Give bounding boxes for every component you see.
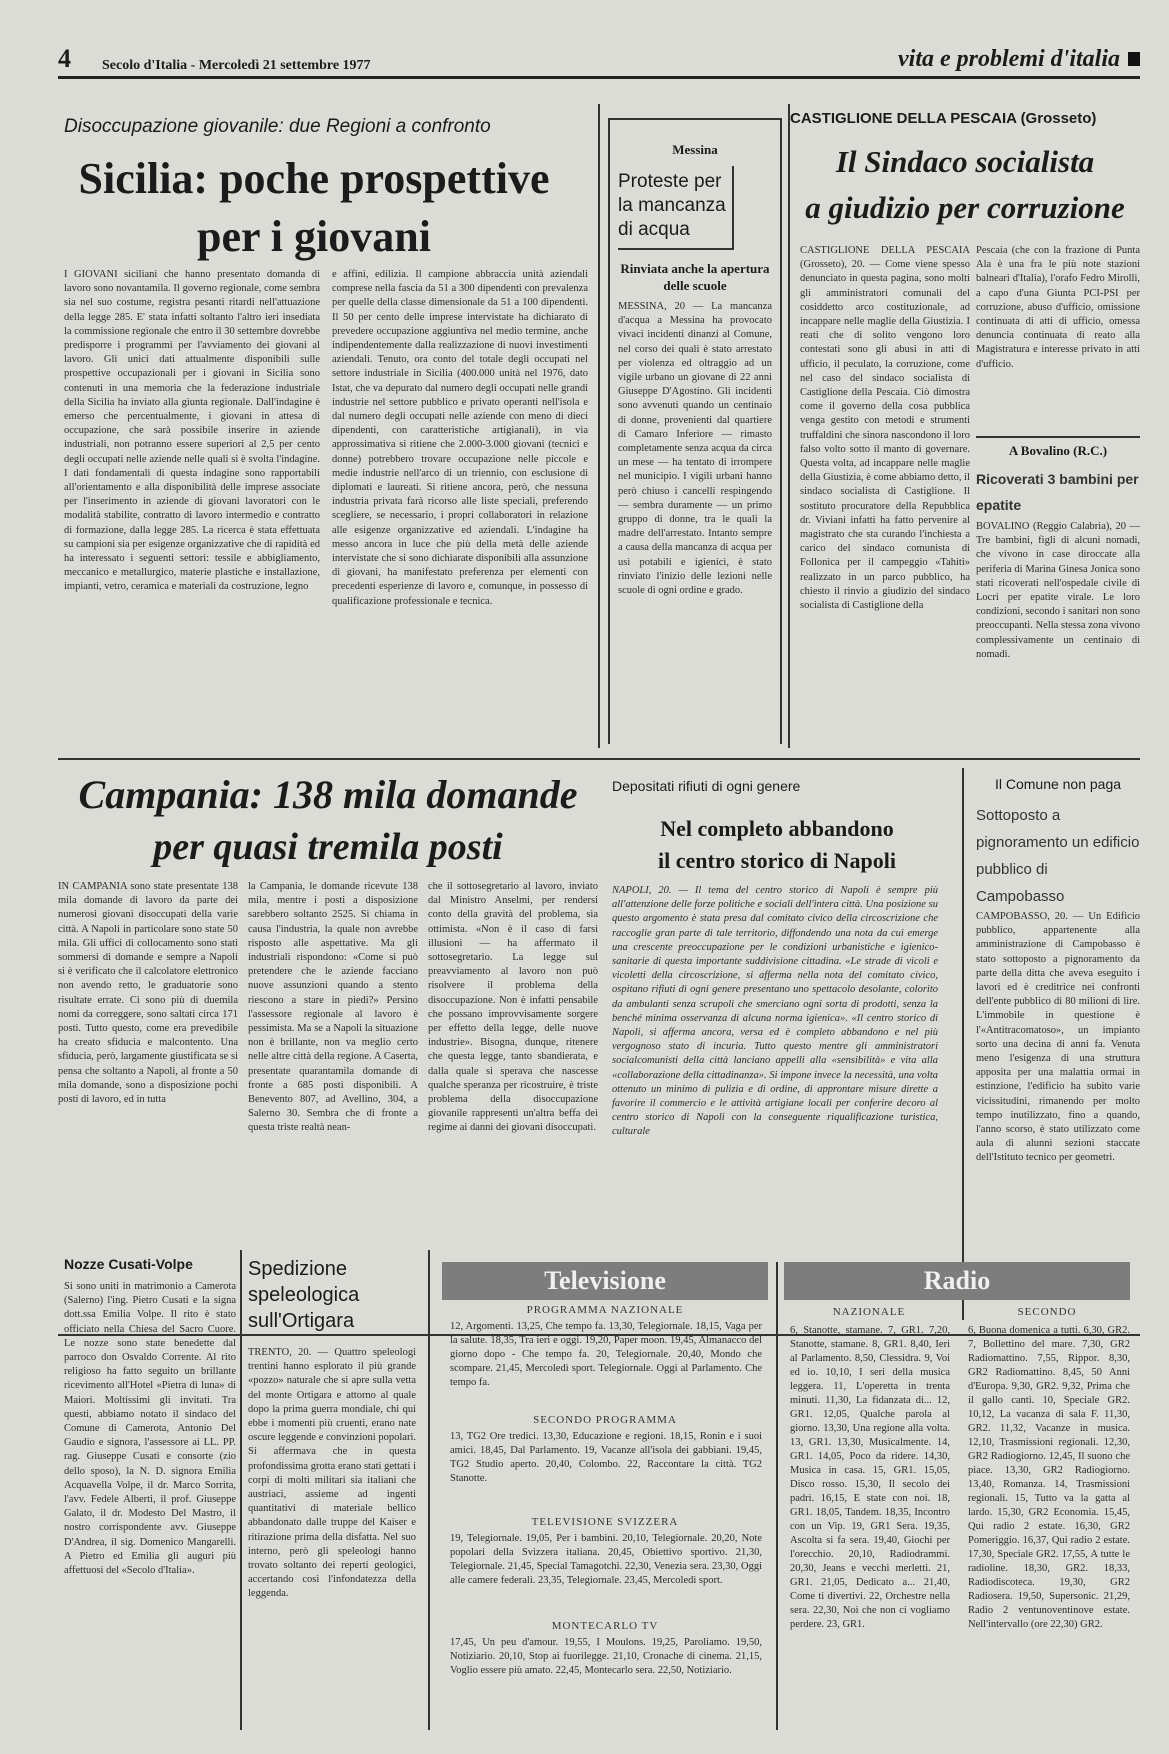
bovalino-location: A Bovalino (R.C.) [1008, 443, 1108, 458]
radio-col2-text: 6, Buona domenica a tutti. 6,30, GR2. 7, Bollettino del mare. 7,30, GR2 Radiomattino. 7,55, Rippor. 8,30, GR2 Radiomattino. 8,45, 50 Anni d'Europa. 9,30, GR2. 9,32, Prima che il gallo canti. 10, Speciale GR2. 10,12, La vacanza di sala F. 11,30, GR2. 11,32, Vacanze in musica. 12,10, Trasmissioni regionali. 12,30, GR2 Radiogiorno. 12,45, Il suono che piace. 13,30, GR2 Radiogiorno. 13,40, Romanza. 14, Trasmissioni regionali. 15, Tutto va la gatta al lardo. 15,30, GR2 Economia. 15,45, Qui radio 2 estate. 16,30, GR2 Pomeriggio. 16,37, Qui radio 2 estate. 17,30, Speciale GR2. 17,55, A tutte le radioline. 18,30, GR2. 18,33, Radiodiscoteca. 19,30, GR2 Radiosera. 19,50, Supersonic. 21,29, Radio 2 ventunoventinove estate. Nell'intervallo (ore 22,30) GR2. [968, 1325, 1130, 1630]
sicilia-headline-1: Sicilia: poche prospettive [78, 154, 550, 203]
nozze-title: Nozze Cusati-Volpe [64, 1256, 193, 1272]
page-number: 4 [58, 44, 71, 73]
divider [58, 758, 1140, 760]
sicilia-column-1: I GIOVANI siciliani che hanno presentato domanda di lavoro sono novantamila. Il governo regionale, come sembra sia nel suo costume, registra pesanti ritardi nell'attuazione della legge 285. E' stata infatti soltanto l'altro ieri insediata la commissione regionale che entro il 30 settembre dovrebbe predisporre i programmi per l'avviamento dei giovani al lavoro. Gli unici dati attualmente disponibili sulle prospettive occupazionali per i giovani in Sicilia sono contenuti in una memoria che la federazione industriale della Sicilia ha inviato alla giunta regionale. Dall'indagine è emerso che percentualmente, i giovani in attesa di occupazione, che sarà possibile inserire in aziende industriali, non potranno essere superiori al 2,5 per cento degli occupati nelle aziende nelle quali si è svolta l'indagine. I dati fondamentali di questa indagine sono rapportabili all'orientamento e alla disponibilità delle imprese associate per l'inserimento in aziende di giovani lavoratori con le modalità stabilite, contratto di lavoro intermedio e contratto di formazione, dalla legge 285. La ricerca è stata effettuata su campioni sia per esigenze organizzative che di rapidità ed ha interessato i seguenti settori: tessile e abbigliamento, meccanico e metallurgico, materie plastiche e installazione, impianti, vetro, ceramica e materiali da costruzione, legno [64, 269, 320, 593]
castiglione-headline-1: Il Sindaco socialista [835, 144, 1095, 179]
campania-column-2: la Campania, le domande ricevute 138 mila, mentre i posti a disposizione sarebbero soltanto 2525. Si chiama in causa l'industria, la quale non avrebbe risposto alle aspettative. Ma gli industriali rispondono: «Come si può pretendere che le aziende facciano nuove assunzioni quando a stento riescono a stare in piedi?» Persino l'assessore regionale al lavoro è pessimista. Ma se a Napoli la situazione non è brillante, non va meglio certo nelle altre città della regione. A Caserta, presentate quarantamila domande di fronte a 685 posti disponibili. A Benevento 807, ad Avellino, 304, a Salerno 30. Sembra che di fronte a questa triste realtà nean- [248, 881, 418, 1134]
messina-box [608, 118, 782, 744]
campania-column-3: che il sottosegretario al lavoro, inviato dal Ministro Anselmi, per rendersi conto della gravità del problema, sia ottimista. «Non è il caso di farsi illusioni — ha affermato il sottosegretario. La legge sul preavviamento al lavoro non può risolvere il problema della disoccupazione. Non è infatti pensabile che possano improvvisamente sorgere per effetto della legge, delle nuove industrie». Bisogna, dunque, ritenere che questa legge, tanto sbandierata, e dalla quale si sperava che nascesse qualche speranza per ricostruire, è triste problema della disoccupazione giovanile rappresenti un'altra beffa dei regime ai danni dei giovani disoccupati. [428, 881, 598, 1134]
radio-banner: Radio [784, 1262, 1130, 1300]
castiglione-headline-2: a giudizio per corruzione [805, 190, 1125, 225]
tv-prog3-title: TELEVISIONE SVIZZERA [531, 1516, 679, 1528]
messina-subtitle: Rinviata anche la apertura delle scuole [620, 261, 770, 293]
napoli-kicker: Depositati rifiuti di ogni genere [612, 778, 801, 794]
bovalino-title: Ricoverati 3 bambini per epatite [976, 471, 1139, 513]
campania-column-1: IN CAMPANIA sono state presentate 138 mila domande di lavoro da parte dei numerosi giovani disoccupati della varie città. A Napoli in particolare sono state 50 mila. Gli uffici di collocamento sono stati sommersi di domande e sempre a Napoli si è verificato che il calcolatore elettronico non avendo retto, le graduatorie sono risultate errate. Ci sono più di duemila nomi da correggere, sono saltati circa 171 posti. Tutto questo, come era prevedibile ha creato sfiducia e malcontento. Una sfiducia, però, largamente giustificata se si pensa che soltanto a Napoli, al fronte a 50 mila domande, sono a disposizione pochi posti di lavoro, ed in tutta [58, 881, 238, 1106]
tv-prog3-text: 19, Telegiornale. 19,05, Per i bambini. 20,10, Telegiornale. 20,20, Note popolari della Svizzera italiana. 20,45, Obiettivo sportivo. 21,30, Telegiornale. 21,45, Special Tamagotchi. 22,30, Venezia sera. 23,30, Oggi alle camere federali. 23,35, Telegiornale. 23,45, Mercoledì sport. [450, 1533, 762, 1586]
divider [428, 1250, 430, 1730]
radio-col2-title: SECONDO [1017, 1306, 1077, 1318]
divider [976, 436, 1140, 438]
paper-dateline: Secolo d'Italia - Mercoledì 21 settembre 1977 [102, 58, 371, 73]
tv-prog2-text: 13, TG2 Ore tredici. 13,30, Educazione e regioni. 18,15, Ronin e i suoi amici. 18,45, Dal Parlamento. 19, Vacanze all'isola dei gabbiani. 19,45, TG2 Studio aperto. 20,40, Colombo. 22, Raccontare la città. TG2 Stanotte. [450, 1431, 762, 1484]
nozze-text: Si sono uniti in matrimonio a Camerota (Salerno) l'ing. Pietro Cusati e la signa dott.ssa Emilia Volpe. Il rito è stato officiato nella Chiesa del Sacro Cuore. Le nozze sono state benedette dal parroco don Osvaldo Corrente. Al rito religioso ha fatto seguito un brillante ricevimento all'Hotel «Pietra di luna» di Maiori. Moltissimi gli invitati. Tra questi, abbiamo notato il sindaco del Comune di Camerota, Antonio Del Gaudio e signora, l'assessore ai LL. PP. rag. Giuseppe Cusati e consorte (zio dello sposo), la N. D. signora Emilia Acquavella Volpe, il dr. Marco Sorrita, l'avv. Fedele Alberti, il prof. Giuseppe Galato, il dr. Modesto Del Mastro, il nostro corrispondente avv. Giuseppe D'Andrea, il sig. Domenico Mangarelli. A Pietro ed Emilia gli auguri più affettuosi del «Secolo d'Italia». [64, 1281, 236, 1577]
bovalino-text: BOVALINO (Reggio Calabria), 20 — Tre bambini, figli di alcuni nomadi, che vivono in case diroccate alla periferia di Marina Ginesa Jonica sono stati ricoverati nell'ospedale civile di Locri per epatite virale. Le loro condizioni, secondo i sanitari non sono preoccupanti. Nella stessa zona vivono complessivamente un centinaio di nomadi. [976, 521, 1140, 660]
divider [598, 104, 600, 748]
campania-headline-2: per quasi tremila posti [153, 826, 503, 868]
messina-city: Messina [672, 142, 718, 157]
radio-col1-text: 6, Stanotte, stamane. 7, GR1. 7,20, Stanotte, stamane. 8, GR1. 8,40, Ieri al Parlamento. 8,50, Clessidra. 9, Voi ed io. 10,10, I seri della musica leggera. 11, L'operetta in trenta minuti. 11,30, La fidanzata di... 12, GR1. 12,05, Qualche parola al giorno. 13,30, Una regione alla volta. 13, GR1. 13,30, Musicalmente. 14, GR1. 14,05, Poco da ridere. 14,30, Musica in casa. 15, GR1. 15,05, Disco rosso. 15,30, Il secolo dei padri. 16,15, E state con noi. 18, GR1. 18,05, Tandem. 18,35, Incontro con un Vip. 19, GR1 Sera. 19,35, Ascolta si fa sera. 19,40, Giochi per l'orecchio. 20,10, Radiodrammi. 20,30, Jeans e vecchi merletti. 21, GR1. 21,05, Dedicato a... 21,40, Come ti divertivi. 22, Orchestre nella sera. 22,30, Noi che non ci vogliamo perdere. 23, GR1. [790, 1325, 950, 1630]
napoli-text: NAPOLI, 20. — Il tema del centro storico di Napoli è sempre più all'attenzione delle forze politiche e sociali dell'intera città. Una posizione su questo argomento è stata presa dal comitato civico della circoscrizione che raccoglie gran parte di tale territorio, diffondendo una nota da cui emerge una crescente preoccupazione per le condizioni urbanistiche e igienico-sanitarie di questa importante suddivisione cittadina. «Le strade di vicoli e vicoletti della circoscrizione, si afferma nella nota del comitato civico, ospitano rifiuti di ogni genere presentano uno spettacolo desolante, colorito da ambulanti senza scrupoli che smerciano ogni sorta di prodotti, senza la benché minima osservanza di alcuna norma igienica». «Il centro storico di Napoli, si afferma ancora, versa ed è completo abbandono e nel più vergognoso stato di incuria. Tutto questo mentre gli amministratori socialcomunisti della città lanciano appelli alla «sensibilità» e vita alla «collaborazione della cittadinanza». Si impone invece la necessità, una volta ottenuto un minimo di pulizia e di ordine, di approntare misure dirette a favorire il commercio e le attività artigiane locali per conferire decoro al centro storico di Napoli con la conseguente riqualificazione turistica, culturale [612, 885, 938, 1138]
spedizione-text: TRENTO, 20. — Quattro speleologi trentini hanno esplorato il più grande «pozzo» naturale che si apre sulla vetta del monte Ortigara e attorno al quale dopo la prima guerra mondiale, chi qui ebbe i momenti più cruenti, erano nate oscure leggende e convinzioni popolari. Si affermava che in questa profondissima grotta erano stati gettati i corpi di molti militari sia italiani che austriaci, assieme ad ingenti quantitativi di materiale bellico abbandonato dalle truppe del Kaiser e ritirazione prima della disfatta. Nel suo interno, però gli speleologi hanno trovato soltanto dei reperti geologici, accertando così l'infondatezza della leggenda. [248, 1347, 416, 1600]
spedizione-title: Spedizione speleologica sull'Ortigara [248, 1258, 360, 1332]
messina-text: MESSINA, 20 — La mancanza d'acqua a Messina ha provocato vivaci incidenti dinanzi al Comune, nel corso dei quali è stato arrestato per violenza ed oltraggio ad un vigile urbano un giovane di 22 anni Giuseppe D'Agostino. Gli incidenti sono avvenuti quando un centinaio di donne, provenienti dal quartiere di Camaro Inferiore — rimasto completamente senza acqua da circa un mese — ha tentato di irrompere nel municipio. I vigili urbani hanno però chiuso i cancelli respingendo — sembra duramente — un primo gruppo di donne, tra le quali la madre dell'arrestato. Intanto sempre a causa della mancanza di acqua per usi potabili e igienici, è stato rinviato l'inizio delle lezioni nelle scuole di ogni ordine e grado. [618, 301, 772, 597]
sicilia-column-2: e affini, edilizia. Il campione abbraccia unità aziendali comprese nella fascia da 51 a 300 dipendenti con prevalenza per quelle della classe dimensionale da 51 a 100 dipendenti. Il 50 per cento delle imprese intervistate ha dichiarato di prevedere occupazione aggiuntiva nel medio termine, anche indipendentemente dalla realizzazione di nuovi investimenti aziendali. Tenuto, ora conto del totale degli occupati nel settore industriale in Sicilia (400.000 unità nel 1976, dato Istat, che va depurato dal numero degli occupati nelle grandi industrie nel settore pubblico e privato operanti nell'isola e dal numero degli occupati nelle aziende con meno di dieci dipendenti, con caratteristiche artigianali), in via approssimativa si ritiene che 2.000-3.000 giovani (tecnici e donne) potrebbero trovare occupazione nelle piccole e medie industrie nell'arco di un triennio, con esclusione di diplomati e laureati. Si ritiene ancora, però, che nessuna industria privata farà ricorso alle liste speciali, preferendo scegliere, se necessario, i propri collaboratori in relazione alle esigenze organizzative ed aziendali. L'indagine ha messo ancora in luce che più della metà delle aziende intervistate che si sono dichiarate disponibili alla assunzione di giovani, ha manifestato preferenza per elementi con precedenti esperienze di lavoro e, comunque, in possesso di qualificazione professionale e tecnica. [332, 269, 588, 607]
square-ornament-icon [1128, 52, 1140, 66]
sicilia-headline-2: per i giovani [197, 212, 431, 261]
radio-col1-title: NAZIONALE [832, 1306, 906, 1318]
napoli-headline-1: Nel completo abbandono [660, 816, 894, 841]
televisione-banner: Televisione [442, 1262, 768, 1300]
tv-prog1-title: PROGRAMMA NAZIONALE [526, 1304, 684, 1316]
page-header [58, 40, 1140, 79]
campania-headline-1: Campania: 138 mila domande [78, 772, 578, 817]
campobasso-title: Sottoposto a pignoramento un edificio pubblico di Campobasso [976, 807, 1140, 905]
divider [962, 768, 964, 1320]
castiglione-column-1: CASTIGLIONE DELLA PESCAIA (Grosseto), 20. — Come viene spesso denunciato in questa pagina, sono molti gli amministratori comunali del cosiddetto arco costituzionale, ad incappare nelle maglie della Giustizia. I reati che di solito vengono loro contestati sono gli abusi in atti di ufficio, il peculato, la corruzione, come nel caso del sindaco socialista di Castiglione della Pescaia. Ciò dimostra come il governo della cosa pubblica venga gestito con metodi e strumenti truffaldini che sinora nascondono il loro falso volto sotto il manto di governare. Questa volta, ad incappare nelle maglie della Giustizia, è come abbiamo detto, il sindaco socialista di Castiglione. Il sostituto procuratore della Repubblica dr. Viviani infatti ha fatto pervenire al magistrato che sta curando l'inchiesta a carico del sindaco comunista di Follonica per il campeggio «Tahiti» realizzato in un parco pubblico, ha chiesto il rinvio a giudizio del sindaco socialista di Castiglione della [800, 245, 970, 612]
napoli-headline-2: il centro storico di Napoli [658, 848, 896, 873]
divider [240, 1250, 242, 1730]
sicilia-kicker: Disoccupazione giovanile: due Regioni a confronto [64, 116, 491, 137]
campobasso-text: CAMPOBASSO, 20. — Un Edificio pubblico, appartenente alla amministrazione di Campobasso è stato sottoposto a pignoramento da parte della ditta che aveva eseguito i lavori ed è creditrice nei confronti dell'ente pubblico di 80 milioni di lire. L'immobile in questione è l'«Antitracomatoso», un impianto sorto una decina di anni fa. Venuta meno l'esigenza di una struttura apposita per una malattia ormai in estinzione, l'edificio ha subito varie vicissitudini, rimanendo per molto tempo inutilizzato, fino a quando, l'anno scorso, è stato utilizzato come aula di alunni sezioni staccate dell'Istituto tecnico per geometri. [976, 911, 1140, 1164]
messina-title: Proteste per la mancanza di acqua [618, 166, 734, 250]
tv-prog2-title: SECONDO PROGRAMMA [533, 1414, 677, 1426]
tv-prog4-title: MONTECARLO TV [551, 1620, 659, 1632]
castiglione-location: CASTIGLIONE DELLA PESCAIA (Grosseto) [790, 110, 1097, 127]
divider [788, 104, 790, 748]
tv-prog4-text: 17,45, Un peu d'amour. 19,55, I Moulons. 19,25, Paroliamo. 19,50, Notiziario. 20,10, Stop ai fuorilegge. 21,10, Cronache di cinema. 21,15, Voglio essere più amato. 22,45, Montecarlo sera. 22,50, Notiziario. [450, 1637, 762, 1676]
campobasso-kicker: Il Comune non paga [994, 776, 1122, 792]
castiglione-column-2: Pescaia (che con la frazione di Punta Ala è una fra le più note stazioni balneari d'Italia), l'orafo Fedro Mirolli, a capo d'una Giunta PCI-PSI per corruzione, abuso d'ufficio, omissione continuata di atti di ufficio, omessa denuncia continuata di reato alla Magistratura e interesse privato in atti d'ufficio. [976, 245, 1140, 370]
tv-prog1-text: 12, Argomenti. 13,25, Che tempo fa. 13,30, Telegiornale. 18,15, Vaga per la salute. 18,35, Tra ieri e oggi. 19,20, Paper moon. 19,45, Almanacco del giorno dopo - Che tempo fa. 20, Telegiornale. 20,40, Mondo che scompare. 21,45, Mercoledì sport. Telegiornale. Oggi al Parlamento. Che tempo fa. [450, 1321, 762, 1388]
divider [776, 1262, 778, 1730]
section-rubric: vita e problemi d'italia [898, 46, 1120, 72]
